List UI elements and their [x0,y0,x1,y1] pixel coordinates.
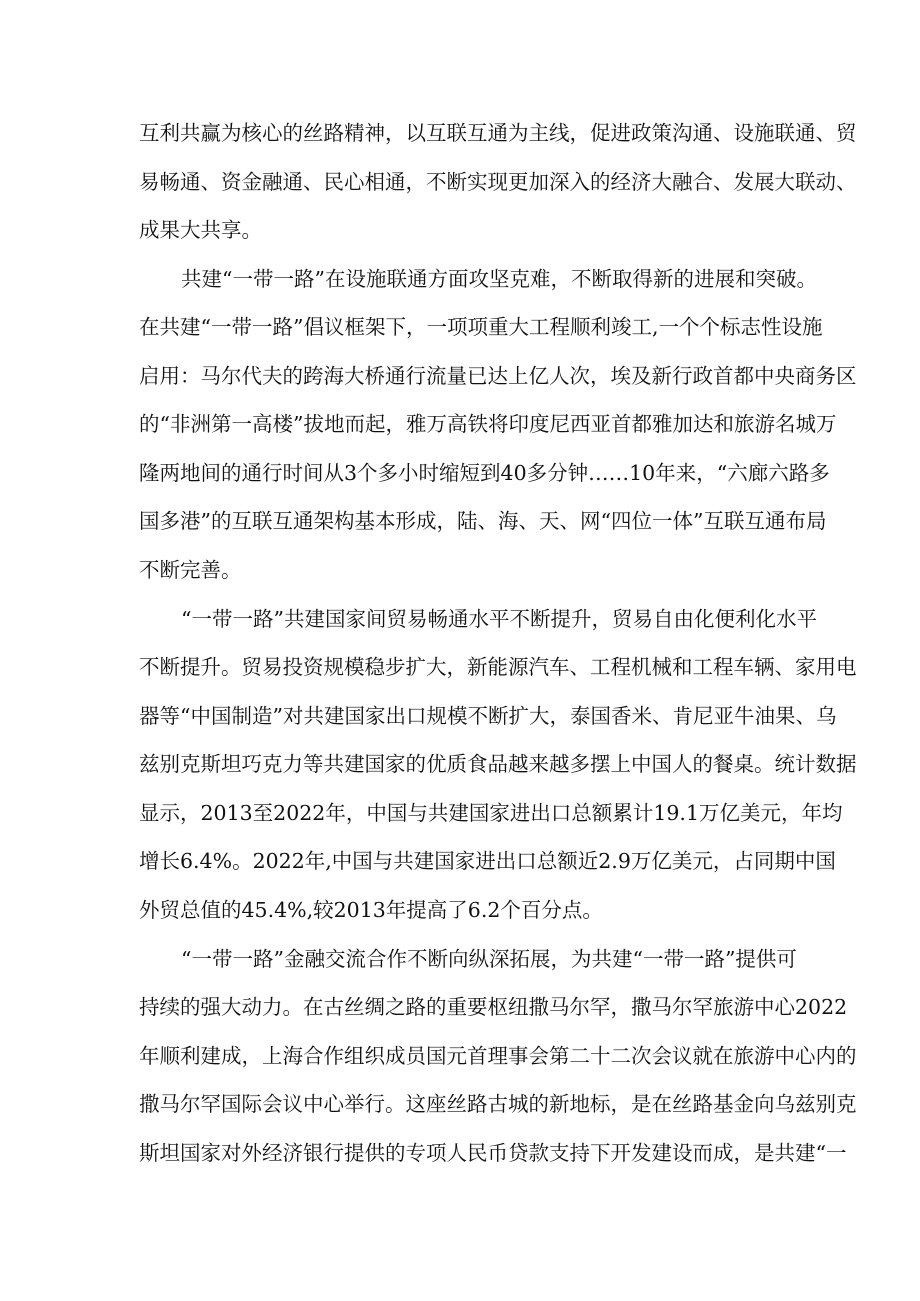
paragraph-first-line: “一带一路”金融交流合作不断向纵深拓展，为共建“一带一路”提供可 [181,947,797,971]
text-line: 器等“中国制造”对共建国家出口规模不断扩大，泰国香米、肯尼亚牛油果、乌 [139,704,837,728]
text-line: 不断提升。贸易投资规模稳步扩大，新能源汽车、工程机械和工程车辆、家用电 [139,655,857,679]
text-line: 斯坦国家对外经济银行提供的专项人民币贷款支持下开发建设而成，是共建“一 [139,1141,847,1165]
text-line: 互利共赢为核心的丝路精神，以互联互通为主线，促进政策沟通、设施联通、贸 [139,121,857,145]
text-line: 持续的强大动力。在古丝绸之路的重要枢纽撒马尔罕，撒马尔罕旅游中心2022 [139,995,848,1019]
text-line: 年顺利建成，上海合作组织成员国元首理事会第二十二次会议就在旅游中心内的 [139,1044,857,1068]
text-line: 国多港”的互联互通架构基本形成，陆、海、天、网“四位一体”互联互通布局 [139,509,827,533]
paragraph-first-line: 共建“一带一路”在设施联通方面攻坚克难，不断取得新的进展和突破。 [181,267,817,291]
text-line: 外贸总值的45.4%,较2013年提高了6.2个百分点。 [139,898,603,922]
text-line: 撒马尔罕国际会议中心举行。这座丝路古城的新地标，是在丝路基金向乌兹别克 [139,1092,857,1116]
text-line: 易畅通、资金融通、民心相通，不断实现更加深入的经济大融合、发展大联动、 [139,170,857,194]
text-line: 显示，2013至2022年，中国与共建国家进出口总额累计19.1万亿美元，年均 [139,801,843,825]
text-line: 隆两地间的通行时间从3个多小时缩短到40多分钟……10年来，“六廊六路多 [139,461,830,485]
text-line: 在共建“一带一路”倡议框架下，一项项重大工程顺利竣工,一个个标志性设施 [139,315,823,339]
text-line: 成果大共享。 [139,218,262,242]
text-line: 不断完善。 [139,558,242,582]
text-line: 的“非洲第一高楼”拔地而起，雅万高铁将印度尼西亚首都雅加达和旅游名城万 [139,412,837,436]
text-line: 兹别克斯坦巧克力等共建国家的优质食品越来越多摆上中国人的餐桌。统计数据 [139,752,857,776]
paragraph-first-line: “一带一路”共建国家间贸易畅通水平不断提升，贸易自由化便利化水平 [181,607,817,631]
text-line: 增长6.4%。2022年,中国与共建国家进出口总额近2.9万亿美元，占同期中国 [139,849,836,873]
text-line: 启用：马尔代夫的跨海大桥通行流量已达上亿人次，埃及新行政首都中央商务区 [139,364,857,388]
